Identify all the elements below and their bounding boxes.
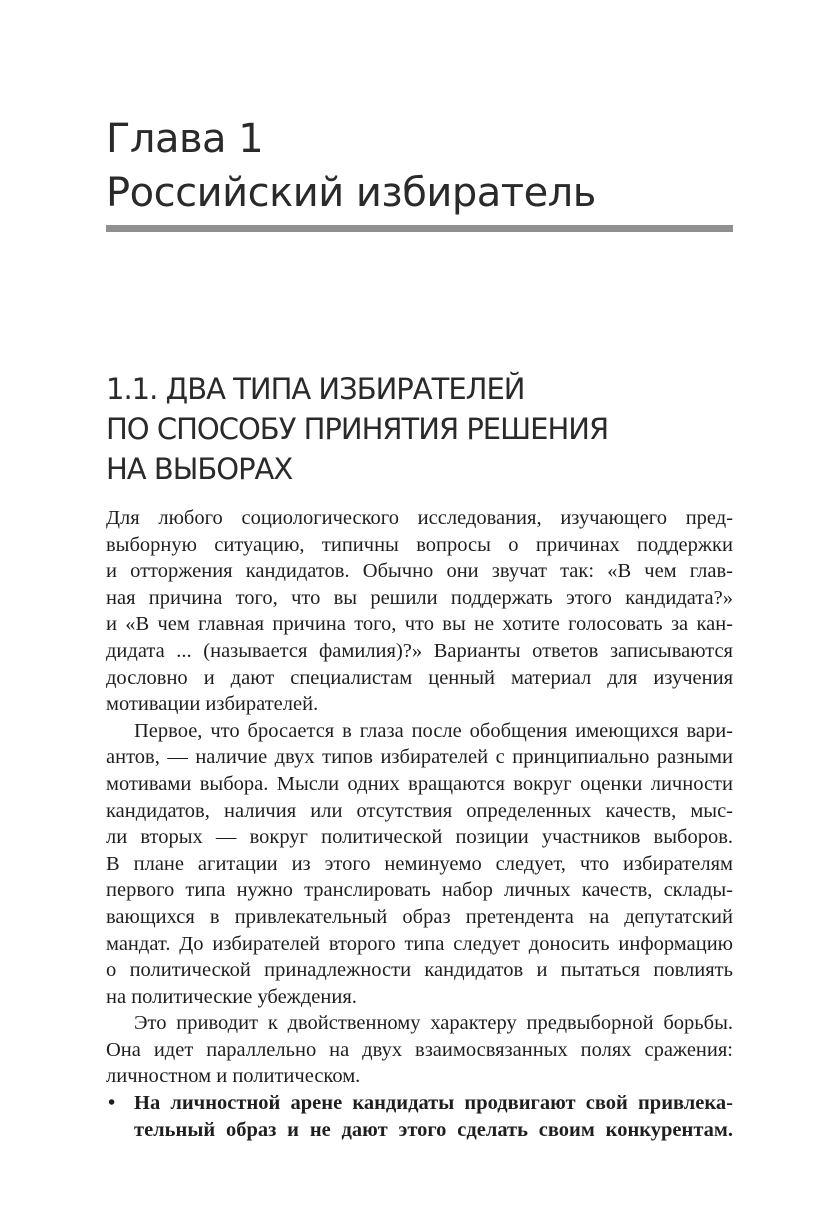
body-text (106, 505, 733, 1143)
text-line: личностном и политическом. (106, 1065, 361, 1088)
text-line: о политической принадлежности кандидатов и пытаться повлиять (106, 959, 733, 982)
text-line: антов, — наличие двух типов избирателей с принципиально разными (106, 746, 733, 769)
text-line: ли вторых — вокруг политической позиции участников выборов. (106, 826, 733, 849)
text-line: Она идет параллельно на двух взаимосвязанных полях сражения: (106, 1038, 733, 1061)
paragraph-2 (106, 718, 733, 1011)
section-title-line: НА ВЫБОРАХ (106, 452, 293, 486)
paragraph-3 (106, 1010, 733, 1090)
chapter-divider (106, 225, 733, 232)
text-line: на политические убеждения. (106, 985, 357, 1008)
text-line: дидата ... (называется фамилия)?» Варианты ответов записываются (106, 639, 733, 662)
text-line: тельный образ и не дают этого сделать своим конкурентам. (134, 1118, 733, 1141)
section-heading (106, 369, 608, 489)
section-title-line: ПО СПОСОБУ ПРИНЯТИЯ РЕШЕНИЯ (106, 412, 609, 446)
chapter-title: Российский избиратель (106, 170, 596, 216)
text-line: первого типа нужно транслировать набор личных качеств, склады- (106, 879, 733, 902)
text-line: и «В чем главная причина того, что вы не хотите голосовать за кан- (106, 613, 733, 636)
text-line: и отторжения кандидатов. Обычно они звучат так: «В чем глав- (106, 560, 733, 583)
text-line: мандат. До избирателей второго типа следует доносить информацию (106, 932, 733, 955)
text-line: мотивами выбора. Мысли одних вращаются вокруг оценки личности (106, 772, 733, 795)
text-line: В плане агитации из этого неминуемо следует, что избирателям (106, 852, 733, 875)
text-line: Для любого социологического исследования, изучающего пред- (106, 507, 733, 529)
text-line: вающихся в привлекательный образ претендента на депутатский (106, 905, 733, 928)
chapter-number: Глава 1 (106, 116, 264, 162)
text-line: мотивации избирателей. (106, 693, 319, 716)
bullet-icon: • (108, 1092, 116, 1115)
text-line: Первое, что бросается в глаза после обобщения имеющихся вари- (134, 719, 733, 742)
bullet-item (106, 1090, 733, 1143)
section-title-line: 1.1. ДВА ТИПА ИЗБИРАТЕЛЕЙ (106, 372, 525, 406)
paragraph-1 (106, 505, 733, 718)
text-line: выборную ситуацию, типичны вопросы о причинах поддержки (106, 533, 733, 556)
text-line: дословно и дают специалистам ценный материал для изучения (106, 666, 733, 689)
text-line: кандидатов, наличия или отсутствия определенных качеств, мыс- (106, 799, 733, 822)
text-line: На личностной арене кандидаты продвигают свой привлека- (134, 1092, 733, 1115)
text-line: Это приводит к двойственному характеру предвыборной борьбы. (134, 1012, 733, 1035)
text-line: ная причина того, что вы решили поддержать этого кандидата?» (106, 586, 733, 609)
chapter-heading (106, 112, 596, 220)
